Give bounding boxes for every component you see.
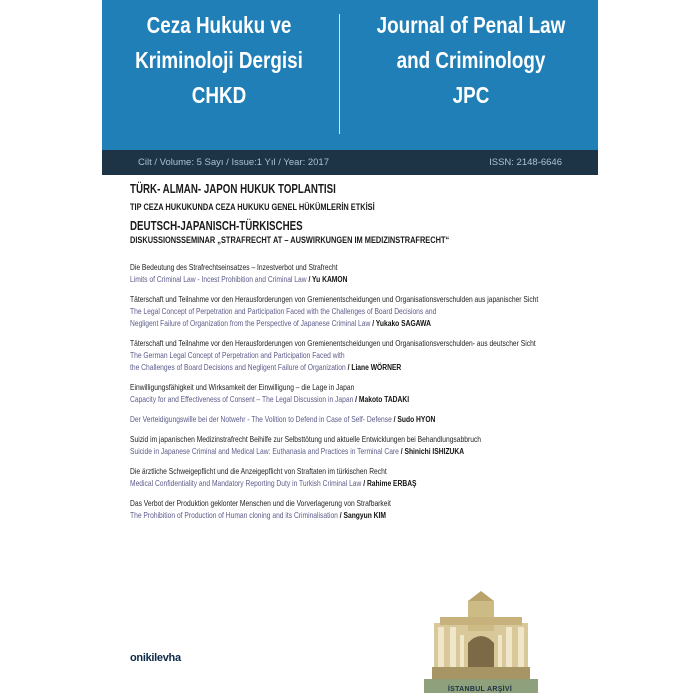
article-title-en-text: Negligent Failure of Organization from the Perspective of Japanese Criminal Law [130,318,371,328]
article-title-de: Täterschaft und Teilnahme vor den Herausforderungen von Gremienentscheidungen und Organisationsverschulden- aus deutscher Sicht [130,338,536,348]
article-title-en [130,413,486,425]
article-title-en [130,445,486,457]
meeting-title-tr: TÜRK- ALMAN- JAPON HUKUK TOPLANTISI [130,182,336,196]
article-entry [130,413,586,425]
article-author: Rahime ERBAŞ [366,478,417,488]
article-title-en-text: Der Verteidigungswille bei der Notwehr - The Volition to Defend in Case of Self- Defense [130,414,392,424]
author-separator: / [306,274,313,284]
article-title-en [130,361,486,373]
article-author: Shinichi ISHIZUKA [404,446,465,456]
article-title-de: Die Bedeutung des Strafrechtseinsatzes – Inzestverbot und Strafrecht [130,262,338,272]
tr-title-line2: Kriminoloji Dergisi [135,47,303,73]
en-title-line2: and Criminology [396,47,546,73]
article-entry [130,293,586,329]
article-title-en-text: The Prohibition of Production of Human cloning and its Criminalisation [130,510,338,520]
volume-issue-year: Cilt / Volume: 5 Sayı / Issue:1 Yıl / Year: 2017 [138,157,329,168]
archive-caption: İSTANBUL ARŞİVİ [447,686,513,693]
english-title [370,8,572,113]
article-title-de: Täterschaft und Teilnahme vor den Herausforderungen von Gremienentscheidungen und Organisationsverschulden aus japanischer Sicht [130,294,539,304]
article-title-en-text: the Challenges of Board Decisions and Negligent Failure of Organization [130,362,346,372]
article-title-de: Die ärztliche Schweigepflicht und die Anzeigepflicht von Straftaten im türkischen Recht [130,466,387,476]
article-title-en-text: Capacity for and Effectiveness of Consent – The Legal Discussion in Japan [130,394,354,404]
article-title-de: Suizid im japanischen Medizinstrafrecht Beihilfe zur Selbsttötung und aktuelle Entwicklungen bei Behandlungsabbruch [130,434,482,444]
article-entry [130,381,586,405]
article-title-de: Das Verbot der Produktion geklonter Menschen und die Vorverlagerung von Strafbarkeit [130,498,391,508]
journal-cover [102,0,598,700]
article-title-en-text: The Legal Concept of Perpetration and Participation Faced with the Challenges of Board Decisions and [130,306,437,316]
article-entry [130,465,586,489]
article-title-en [130,393,486,405]
meeting-subtitle-de: DISKUSSIONSSEMINAR „STRAFRECHT AT – AUSWIRKUNGEN IM MEDIZINSTRAFRECHT“ [130,235,450,246]
article-author: Makoto TADAKI [358,394,410,404]
title-divider [339,14,340,134]
article-title-en [130,509,486,521]
archive-building-image [424,583,538,693]
article-title-en-text: Medical Confidentiality and Mandatory Reporting Duty in Turkish Criminal Law [130,478,362,488]
issue-info-bar [102,150,598,175]
article-entry [130,497,586,521]
article-title-en [130,477,486,489]
article-author: Liane WÖRNER [351,362,402,372]
article-entry [130,261,586,285]
article-author: Yukako SAGAWA [375,318,431,328]
meeting-title-de: DEUTSCH-JAPANISCH-TÜRKISCHES [130,219,303,233]
author-separator: / [361,478,367,488]
article-author: Sudo HYON [397,414,436,424]
author-separator: / [353,394,359,404]
article-entry [130,337,586,373]
article-title-en [130,305,486,317]
author-separator: / [370,318,376,328]
author-separator: / [391,414,398,424]
tr-abbreviation: CHKD [191,82,247,108]
author-separator: / [345,362,352,372]
article-title-en [130,317,486,329]
article-author: Sangyun KIM [343,510,386,520]
cover-header [102,0,598,150]
tr-title-line1: Ceza Hukuku ve [146,12,292,38]
article-title-en-text: Limits of Criminal Law - Incest Prohibition and Criminal Law [130,274,307,284]
issn: ISSN: 2148-6646 [489,157,562,168]
article-title-en-text: Suicide in Japanese Criminal and Medical Law: Euthanasia and Practices in Terminal Care [130,446,399,456]
article-author: Yu KAMON [312,274,348,284]
article-entry [130,433,586,457]
table-of-contents [130,181,586,529]
author-separator: / [337,510,344,520]
turkish-title [128,8,310,113]
en-title-line1: Journal of Penal Law [376,12,566,38]
meeting-subtitle-tr: TIP CEZA HUKUKUNDA CEZA HUKUKU GENEL HÜKÜMLERİN ETKİSİ [130,202,375,213]
article-title-en [130,273,486,285]
article-list [130,261,586,521]
en-abbreviation: JPC [452,82,490,108]
article-title-en-text: The German Legal Concept of Perpetration and Participation Faced with [130,350,345,360]
article-title-en [130,349,486,361]
article-title-de: Einwilligungsfähigkeit und Wirksamkeit der Einwilligung – die Lage in Japan [130,382,355,392]
publisher-name: onikilevha [130,652,181,664]
author-separator: / [398,446,405,456]
publisher-logo [130,652,181,664]
